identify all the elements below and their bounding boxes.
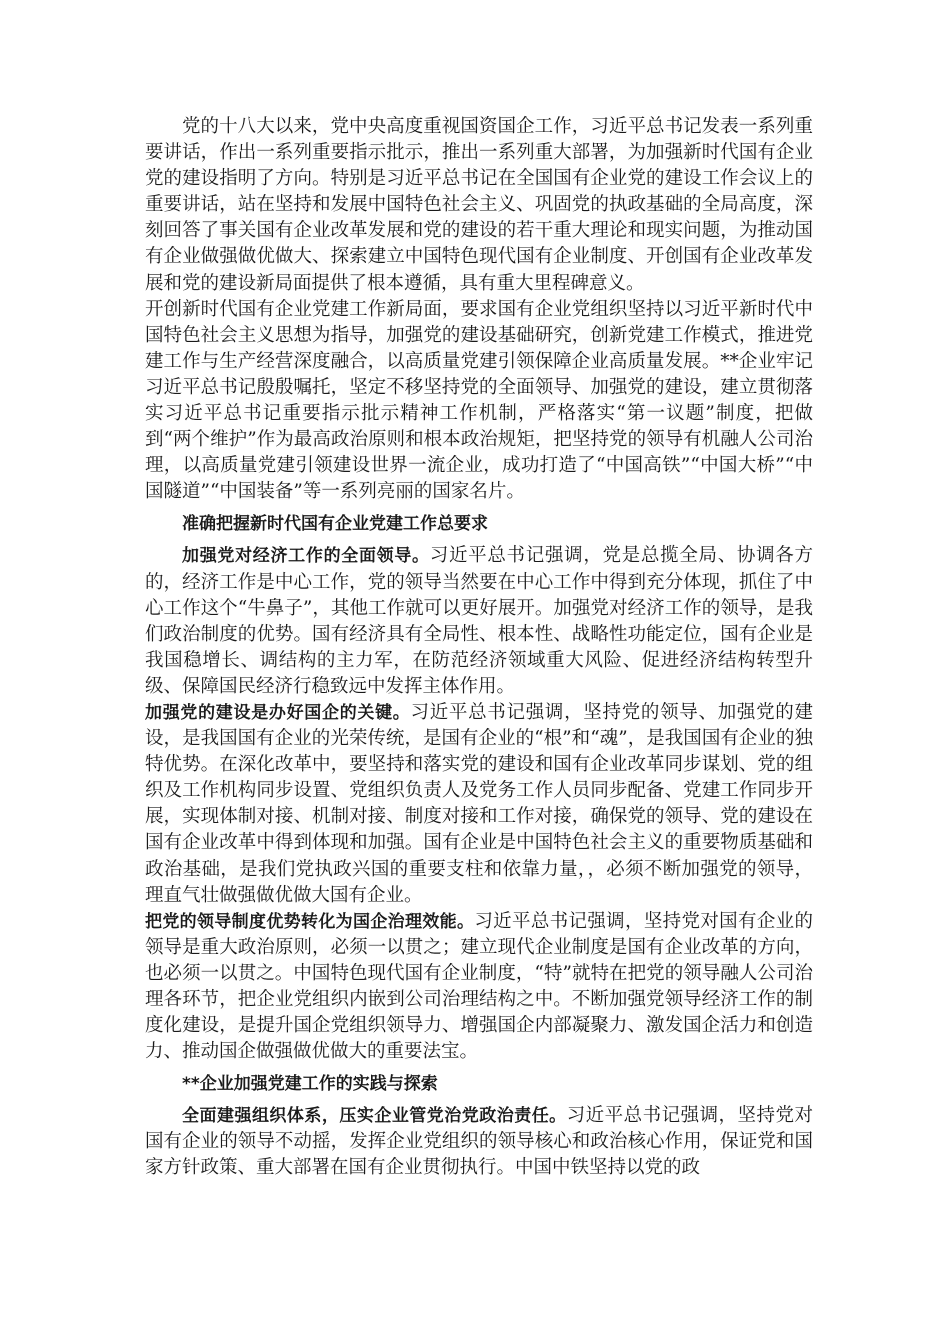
section-heading-practice: **企业加强党建工作的实践与探索 [182,1074,438,1095]
paragraph-lead: 加强党的建设是办好国企的关键。 [145,702,411,723]
paragraph-economic-leadership [145,543,813,700]
paragraph-text: 习近平总书记强调，坚持党对国有企业的领导是重大政治原则，必须一以贯之；建立现代企业制度是国有企业改革的方向，也必须一以贯之。中国特色现代国有企业制度，“特”就特在把党的领导融人公司治理各环节，把企业党组织内嵌到公司治理结构之中。不断加强党领导经济工作的制度化建设，是提升国企党组织领导力、增强国企内部凝聚力、激发国企活力和创造力、推动国企做强做优做大的重要法宝。 [145,910,813,1063]
paragraph-lead: 全面建强组织体系，压实企业管党治党政治责任。 [182,1106,567,1127]
paragraph-party-building-key [145,700,813,909]
paragraph-text: 习近平总书记强调，党是总揽全局、协调各方的，经济工作是中心工作，党的领导当然要在中心工作中得到充分体现，抓住了中心工作这个“牛鼻子”，其他工作就可以更好展开。加强党对经济工作的领导，是我们政治制度的优势。国有经济具有全局性、根本性、战略性功能定位，国有企业是我国稳增长、调结构的主力军，在防范经济领域重大风险、促进经济结构转型升级、保障国民经济行稳致远中发挥主体作用。 [145,545,814,697]
document-page [145,114,813,1182]
section-heading-requirements: 准确把握新时代国有企业党建工作总要求 [182,514,488,535]
paragraph-text: 党的十八大以来，党中央高度重视国资国企工作，习近平总书记发表一系列重要讲话，作出一系列重要指示批示，推出一系列重大部署，为加强新时代国有企业党的建设指明了方向。特别是习近平总书记在全国国有企业党的建设工作会议上的重要讲话，站在坚持和发展中国特色社会主义、巩固党的执政基础的全局高度，深刻回答了事关国有企业改革发展和党的建设的若干重大理论和现实问题，为推动国有企业做强做优做大、探索建立中国特色现代国有企业制度、开创国有企业改革发展和党的建设新局面提供了根本遵循，具有重大里程碑意义。 [145,116,813,294]
paragraph-text: 习近平总书记强调，坚持党对国有企业的领导不动摇，发挥企业党组织的领导核心和政治核心作用，保证党和国家方针政策、重大部署在国有企业贯彻执行。中国中铁坚持以党的政 [145,1105,813,1179]
paragraph-text: 习近平总书记强调，坚持党的领导、加强党的建设，是我国国有企业的光荣传统，是国有企业的“根”和“魂”，是我国国有企业的独特优势。在深化改革中，要坚持和落实党的建设和国有企业改革同步谋划、党的组织及工作机构同步设置、党组织负责人及党务工作人员同步配备、党建工作同步开展，实现体制对接、机制对接、制度对接和工作对接，确保党的领导、党的建设在国有企业改革中得到体现和加强。国有企业是中国特色社会主义的重要物质基础和政治基础，是我们党执政兴国的重要支柱和依靠力量，，必须不断加强党的领导，理直气壮做强做优做大国有企业。 [145,701,813,906]
paragraph-governance-efficiency [145,909,813,1066]
paragraph-intro [145,114,813,297]
paragraph-text: 开创新时代国有企业党建工作新局面，要求国有企业党组织坚持以习近平新时代中国特色社会主义思想为指导，加强党的建设基础研究，创新党建工作模式，推进党建工作与生产经营深度融合，以高质量党建引领保障企业高质量发展。**企业牢记习近平总书记殷殷嘱托，坚定不移坚持党的全面领导、加强党的建设，建立贯彻落实习近平总书记重要指示批示精神工作机制，严格落实“第一议题”制度，把做到“两个维护”作为最高政治原则和根本政治规矩，把坚持党的领导有机融人公司治理，以高质量党建引领建设世界一流企业，成功打造了“中国高铁”“中国大桥”“中国隧道”“中国装备”等一系列亮丽的国家名片。 [145,298,813,503]
paragraph-organization-system [145,1103,813,1181]
paragraph-lead: 把党的领导制度优势转化为国企治理效能。 [145,911,475,932]
paragraph-lead: 加强党对经济工作的全面领导。 [182,546,430,567]
paragraph-new-era [145,297,813,506]
